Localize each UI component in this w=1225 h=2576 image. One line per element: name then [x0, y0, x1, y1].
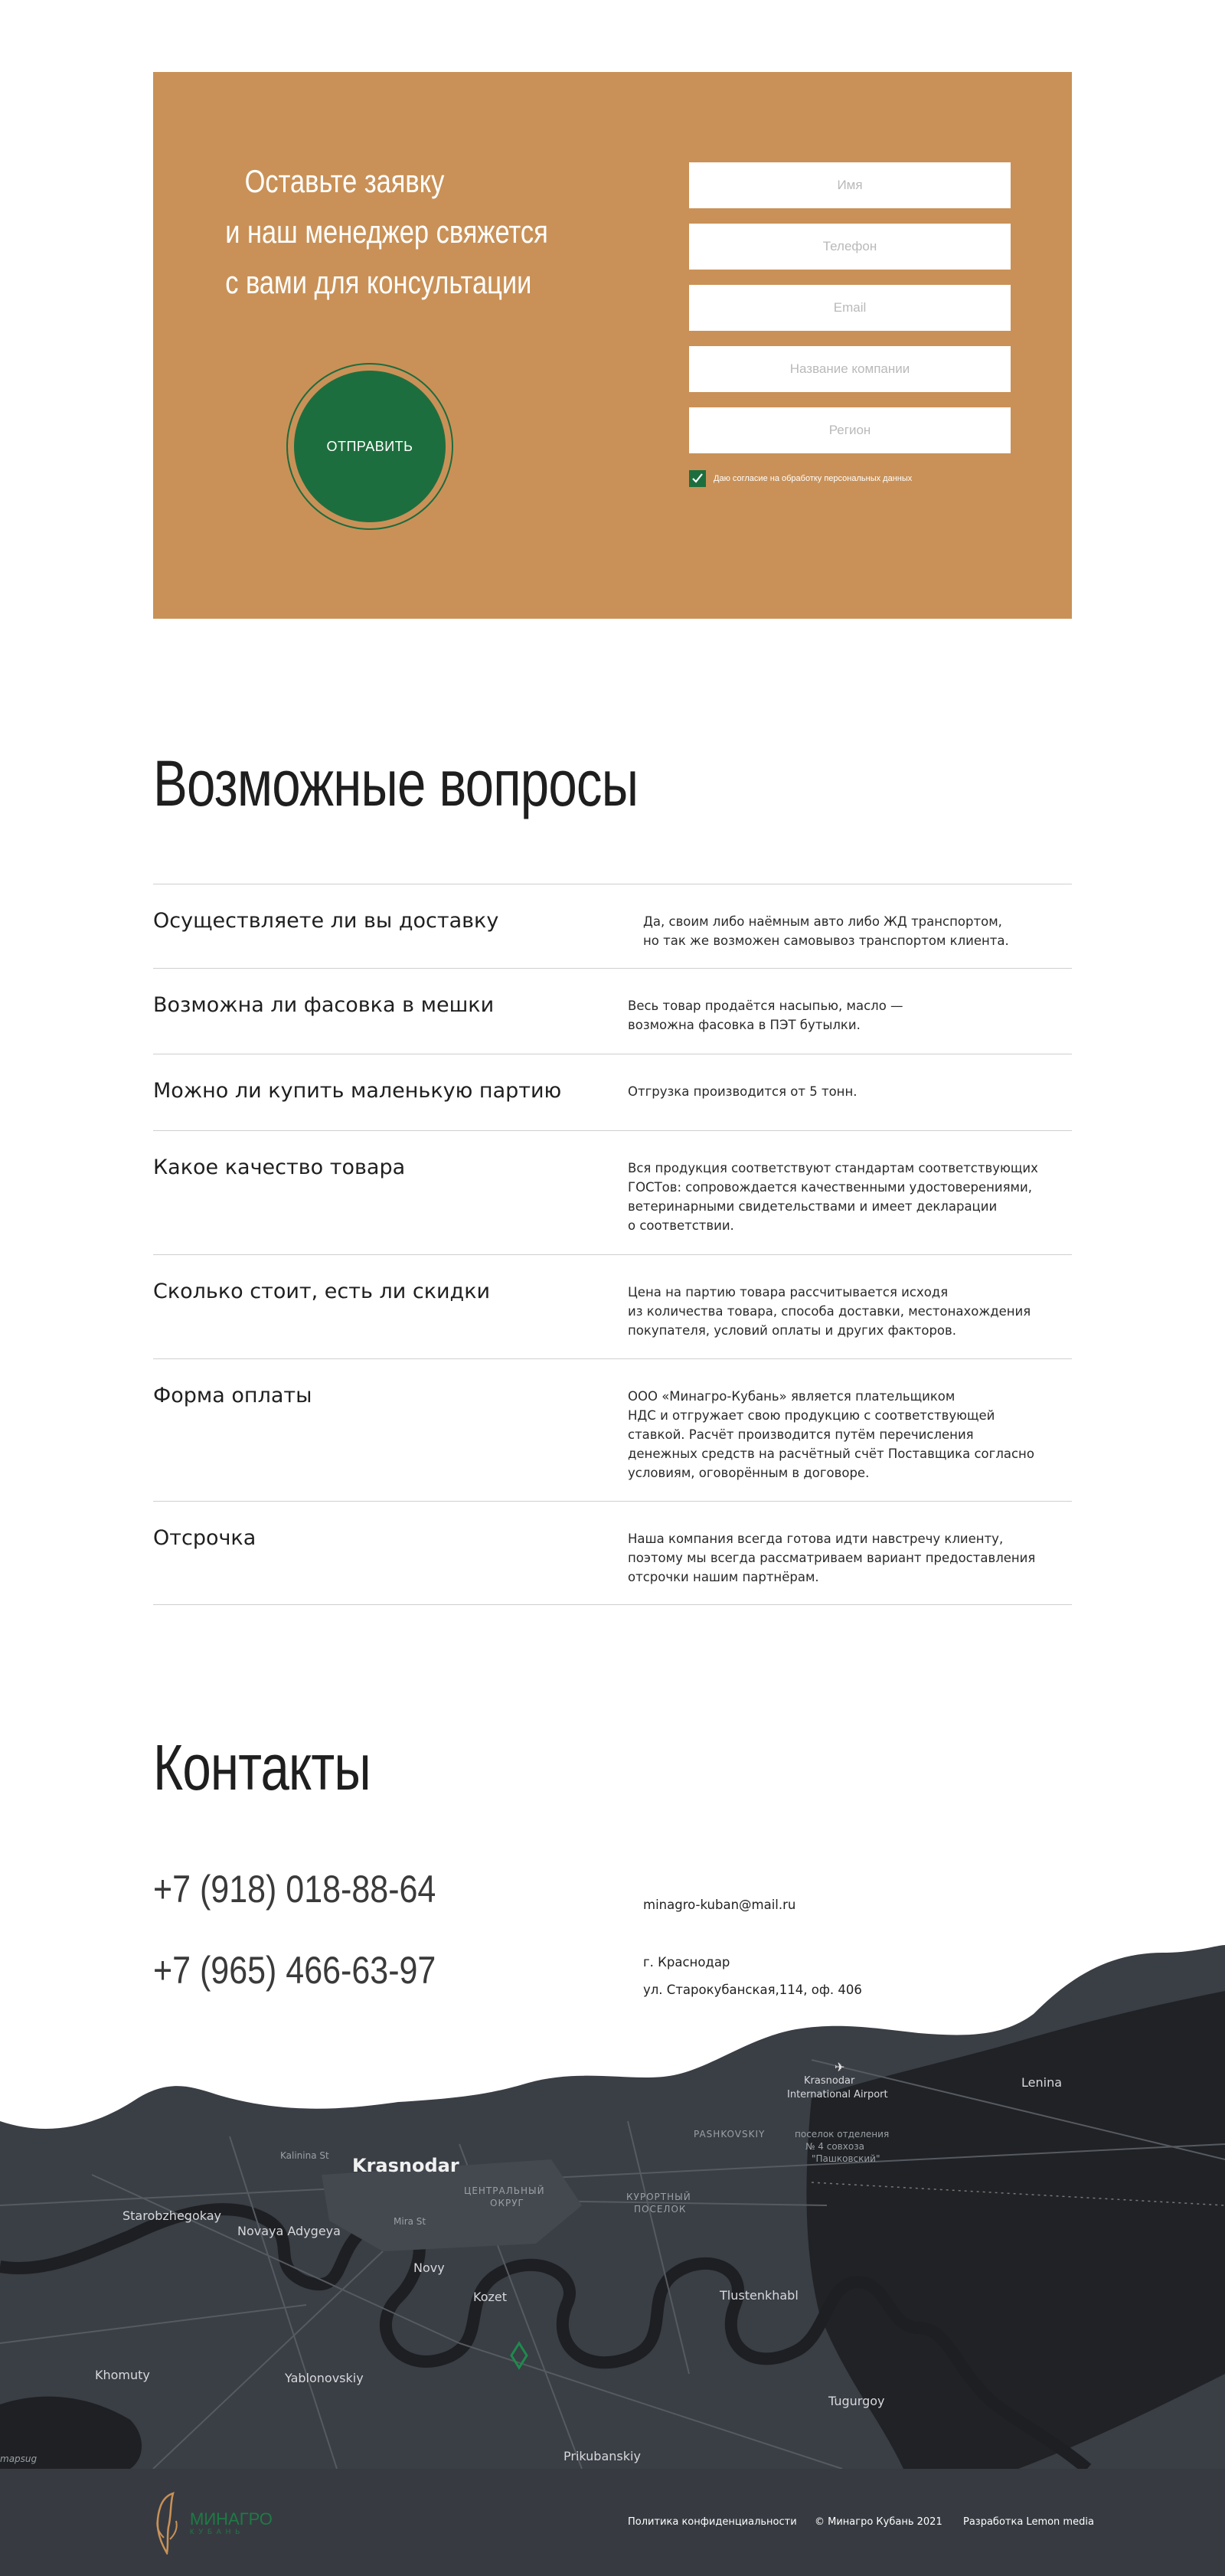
map-label-district: ЦЕНТРАЛЬНЫЙ	[464, 2185, 545, 2196]
form-heading	[225, 156, 548, 308]
map-label-airport: International Airport	[787, 2089, 888, 2100]
footer	[0, 2469, 1225, 2576]
map-label-airport: Krasnodar	[804, 2075, 855, 2087]
faq-question[interactable]: Осуществляете ли вы доставку	[153, 909, 499, 933]
faq-answer	[643, 912, 1072, 950]
copyright-text: © Минагро Кубань 2021	[815, 2516, 942, 2528]
faq-list	[153, 884, 1072, 1605]
faq-item[interactable]	[153, 1358, 1072, 1501]
map-label-district: ПОСЕЛОК	[634, 2204, 687, 2215]
check-icon	[691, 472, 704, 485]
consent-checkbox[interactable]	[689, 470, 706, 487]
faq-answer	[628, 1283, 1057, 1340]
faq-answer-line: покупателя, условий оплаты и других факторов.	[628, 1323, 956, 1338]
address-city: г. Краснодар	[643, 1955, 730, 1970]
wheat-leaf-icon	[150, 2492, 184, 2555]
email-field[interactable]	[689, 285, 1011, 331]
map-label-krasnodar: Krasnodar	[352, 2155, 459, 2176]
faq-answer-line: поэтому мы всегда рассматриваем вариант предоставления	[628, 1551, 1036, 1565]
faq-answer-line: Отгрузка производится от 5 тонн.	[628, 1084, 858, 1099]
faq-answer-line: ГОСТов: сопровождается качественными удостоверениями,	[628, 1180, 1032, 1195]
map-label-town: Kozet	[473, 2290, 507, 2304]
map-label-settlement: № 4 совхоза	[805, 2141, 864, 2152]
name-field[interactable]	[689, 162, 1011, 208]
faq-title: Возможные вопросы	[153, 747, 639, 819]
logo-wordmark	[190, 2511, 273, 2535]
map-label-settlement: поселок отделения	[795, 2129, 890, 2140]
map-label-district: PASHKOVSKIY	[694, 2129, 766, 2140]
logo[interactable]	[150, 2492, 273, 2555]
faq-question[interactable]: Отсрочка	[153, 1526, 256, 1550]
faq-question[interactable]: Какое качество товара	[153, 1156, 406, 1179]
faq-answer-line: из количества товара, способа доставки, местонахождения	[628, 1304, 1031, 1319]
faq-answer-line: ставкой. Расчёт производится путём перечисления	[628, 1427, 974, 1442]
phone-link-2[interactable]: +7 (965) 466-63-97	[153, 1949, 436, 1992]
faq-answer-line: о соответствии.	[628, 1218, 734, 1233]
logo-name: МИНАГРО	[190, 2509, 273, 2529]
faq-answer	[628, 1159, 1057, 1235]
faq-question[interactable]: Возможна ли фасовка в мешки	[153, 993, 495, 1017]
faq-answer-line: Цена на партию товара рассчитывается исходя	[628, 1285, 949, 1299]
faq-item[interactable]	[153, 968, 1072, 1054]
consent-checkbox-row[interactable]	[689, 470, 912, 487]
map-label-town: Prikubanskiy	[564, 2449, 641, 2463]
faq-item[interactable]	[153, 1501, 1072, 1605]
logo-subtitle: КУБАНЬ	[190, 2528, 245, 2535]
faq-answer-line: отсрочки нашим партнёрам.	[628, 1570, 819, 1584]
map-label-town: Yablonovskiy	[285, 2371, 364, 2385]
form-heading-line: с вами для консультации	[225, 264, 532, 300]
map-label-town: Starobzhegokay	[122, 2208, 221, 2223]
email-link[interactable]: minagro-kuban@mail.ru	[643, 1898, 796, 1912]
map-canvas[interactable]	[0, 1945, 1225, 2469]
faq-answer-line: денежных средств на расчётный счёт Поставщика согласно	[628, 1447, 1034, 1461]
map-label-settlement: "Пашковский"	[812, 2153, 880, 2164]
faq-answer-line: Весь товар продаётся насыпью, масло —	[628, 999, 903, 1013]
faq-answer-line: Да, своим либо наёмным авто либо ЖД транспортом,	[643, 914, 1002, 929]
phone-link-1[interactable]: +7 (918) 018-88-64	[153, 1868, 436, 1911]
submit-button[interactable]: ОТПРАВИТЬ	[294, 371, 446, 522]
map-label-town: Tugurgoy	[828, 2394, 885, 2408]
privacy-policy-link[interactable]: Политика конфиденциальности	[628, 2516, 797, 2528]
phone-field[interactable]	[689, 224, 1011, 270]
map-label-town: Novaya Adygeya	[237, 2224, 341, 2238]
airplane-icon: ✈	[835, 2060, 845, 2074]
map-label-street: Mira St	[394, 2216, 426, 2227]
faq-answer	[628, 1082, 1057, 1101]
map-label-district: ОКРУГ	[490, 2198, 524, 2208]
faq-answer-line: условиям, оговорённым в договоре.	[628, 1466, 870, 1480]
faq-question[interactable]: Форма оплаты	[153, 1384, 312, 1407]
faq-answer-line: Вся продукция соответствуют стандартам соответствующих	[628, 1161, 1038, 1175]
map-label-town: Tlustenkhabl	[720, 2288, 799, 2303]
address-street: ул. Старокубанская,114, оф. 406	[643, 1983, 862, 1997]
form-heading-line: Оставьте заявку	[244, 163, 445, 199]
company-field[interactable]	[689, 346, 1011, 392]
faq-item[interactable]	[153, 1130, 1072, 1254]
map-label-lenina: Lenina	[1021, 2075, 1063, 2090]
faq-item[interactable]	[153, 884, 1072, 968]
contacts-title: Контакты	[153, 1731, 371, 1803]
faq-answer	[628, 996, 1057, 1035]
faq-item[interactable]	[153, 1254, 1072, 1358]
faq-answer-line: ООО «Минагро-Кубань» является плательщиком	[628, 1389, 956, 1404]
region-field[interactable]	[689, 407, 1011, 453]
faq-answer-line: Наша компания всегда готова идти навстречу клиенту,	[628, 1532, 1004, 1546]
request-form	[153, 72, 1072, 619]
faq-answer-line: НДС и отгружает свою продукцию с соответствующей	[628, 1408, 995, 1423]
location-map[interactable]	[0, 1945, 1225, 2469]
faq-answer-line: но так же возможен самовывоз транспортом клиента.	[643, 933, 1009, 948]
faq-answer	[628, 1387, 1057, 1483]
consent-label: Даю согласие на обработку персональных данных	[714, 474, 913, 483]
map-label-district: КУРОРТНЫЙ	[626, 2192, 691, 2202]
faq-item[interactable]	[153, 1054, 1072, 1130]
faq-answer	[628, 1529, 1057, 1587]
map-label-street: Kalinina St	[280, 2150, 329, 2161]
form-heading-line: и наш менеджер свяжется	[225, 214, 548, 250]
developer-link[interactable]: Разработка Lemon media	[963, 2516, 1094, 2528]
map-attribution: mapsug	[0, 2453, 38, 2464]
faq-question[interactable]: Сколько стоит, есть ли скидки	[153, 1280, 491, 1303]
map-label-town: Khomuty	[95, 2368, 150, 2382]
faq-question[interactable]: Можно ли купить маленькую партию	[153, 1079, 562, 1103]
faq-answer-line: ветеринарными свидетельствами и имеет декларации	[628, 1199, 998, 1214]
faq-answer-line: возможна фасовка в ПЭТ бутылки.	[628, 1018, 861, 1032]
map-label-town: Novy	[413, 2261, 445, 2275]
